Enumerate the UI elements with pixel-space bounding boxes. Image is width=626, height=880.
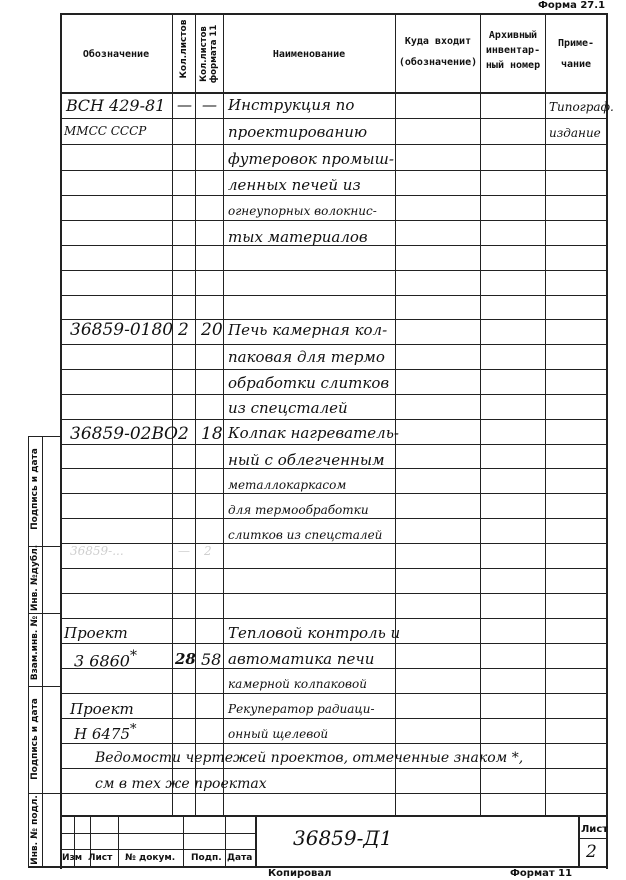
table-row-line <box>60 518 608 519</box>
table-row-line <box>60 344 608 345</box>
side-column-inner <box>42 436 43 868</box>
footer-kopiroval: Копировал <box>268 868 332 879</box>
frame-left <box>60 13 62 869</box>
table-row-line <box>60 369 608 370</box>
col-line-5 <box>480 13 481 815</box>
tb-list-div <box>578 838 608 839</box>
tb-col-6 <box>255 815 257 868</box>
header-naimenovanie: Наименование <box>272 49 346 60</box>
col-line-2 <box>195 13 196 815</box>
tb-col-7 <box>578 815 580 868</box>
col-line-1 <box>172 13 173 815</box>
side-label-inv-podl: Инв. № подл. <box>30 795 40 865</box>
table-row-line <box>60 718 608 719</box>
header-kol-listov: Кол.листов <box>179 19 189 79</box>
table-row-line <box>60 493 608 494</box>
table-row-line <box>60 419 608 420</box>
frame-top <box>60 13 608 15</box>
header-kuda-vhodit: Куда входит (обозначение) <box>398 36 478 68</box>
table-row-line <box>60 768 608 769</box>
table-row-line <box>60 295 608 296</box>
tb-izm: Изм <box>62 853 83 863</box>
table-row-line <box>60 618 608 619</box>
table-row-line <box>60 144 608 145</box>
doc1-code-line1: ВСН 429-81 <box>66 96 166 115</box>
doc1-list-count: — <box>177 96 192 114</box>
doc2-list-count: 2 <box>178 320 189 340</box>
table-row-line <box>60 195 608 196</box>
doc2-format-count: 20 <box>201 320 223 340</box>
doc1-note-line2: издание <box>549 126 601 140</box>
tb-list-label: Лист <box>581 824 609 835</box>
table-row-line <box>60 743 608 744</box>
note-line-1: Ведомости чертежей проектов, отмеченные знаком *, <box>95 750 524 766</box>
doc3-format-count: 18 <box>201 424 223 444</box>
tb-list-number: 2 <box>586 842 597 862</box>
tb-list: Лист <box>88 853 113 863</box>
side-label-inv-dubl: Инв. №дубл. <box>30 544 40 612</box>
col-line-4 <box>395 13 396 815</box>
table-row-line <box>60 668 608 669</box>
tb-col-3 <box>118 815 119 868</box>
table-row-line <box>60 118 608 119</box>
side-label-podpis-1: Подпись и дата <box>30 448 40 530</box>
doc5-code: Н 6475* <box>74 722 137 743</box>
doc1-note-line1: Типограф. <box>549 100 614 114</box>
header-oboznachenie: Обозначение <box>82 49 150 60</box>
doc4-format-count: 58 <box>201 650 222 669</box>
table-row-line <box>60 394 608 395</box>
header-arhivnyi-nomer: Архивный инвентар- ный номер <box>485 30 541 71</box>
table-row-line <box>60 270 608 271</box>
side-label-vzam-inv: Взам.инв. № <box>30 615 40 681</box>
doc4-code: 3 6860* <box>74 648 137 671</box>
side-label-podpis-2: Подпись и дата <box>30 698 40 780</box>
table-row-line <box>60 568 608 569</box>
col-line-3 <box>223 13 224 815</box>
form-label: Форма 27.1 <box>538 0 606 11</box>
note-line-2: см в тех же проектах <box>95 776 267 792</box>
table-row-line <box>60 220 608 221</box>
footer-format: Формат 11 <box>510 868 573 879</box>
tb-col-4 <box>183 815 184 868</box>
table-row-line <box>60 643 608 644</box>
doc4-prefix: Проект <box>64 624 128 642</box>
header-primechanie: Приме- чание <box>557 38 595 70</box>
table-row-line <box>60 170 608 171</box>
doc1-format-count: — <box>202 96 217 114</box>
tb-col-5 <box>225 815 226 868</box>
tb-nom-dokum: № докум. <box>125 853 176 863</box>
tb-data: Дата <box>227 853 253 863</box>
header-bottom <box>60 92 608 94</box>
table-row-line <box>60 593 608 594</box>
tb-podp: Подп. <box>191 853 222 863</box>
doc1-code-line2: ММСС СССР <box>64 124 147 138</box>
table-row-line <box>60 693 608 694</box>
table-row-line <box>60 793 608 794</box>
table-row-line <box>60 444 608 445</box>
tb-designation: 36859-Д1 <box>293 826 393 850</box>
doc5-prefix: Проект <box>70 700 134 718</box>
doc3-list-count: 2 <box>178 424 189 444</box>
col-line-6 <box>545 13 546 815</box>
table-row-line <box>60 543 608 544</box>
faint-format: 2 <box>204 544 212 558</box>
title-block-top <box>60 815 608 817</box>
faint-code: 36859-... <box>70 544 124 558</box>
doc3-code: 36859-02ВО <box>70 424 178 444</box>
doc4-list-count: 28 <box>175 650 196 668</box>
side-column-left <box>28 436 29 868</box>
frame-right <box>606 13 608 869</box>
faint-list: — <box>178 544 190 558</box>
doc2-code: 36859-0180 <box>70 320 174 340</box>
header-kol-listov-formata: Кол.листов формата 11 <box>199 24 219 84</box>
